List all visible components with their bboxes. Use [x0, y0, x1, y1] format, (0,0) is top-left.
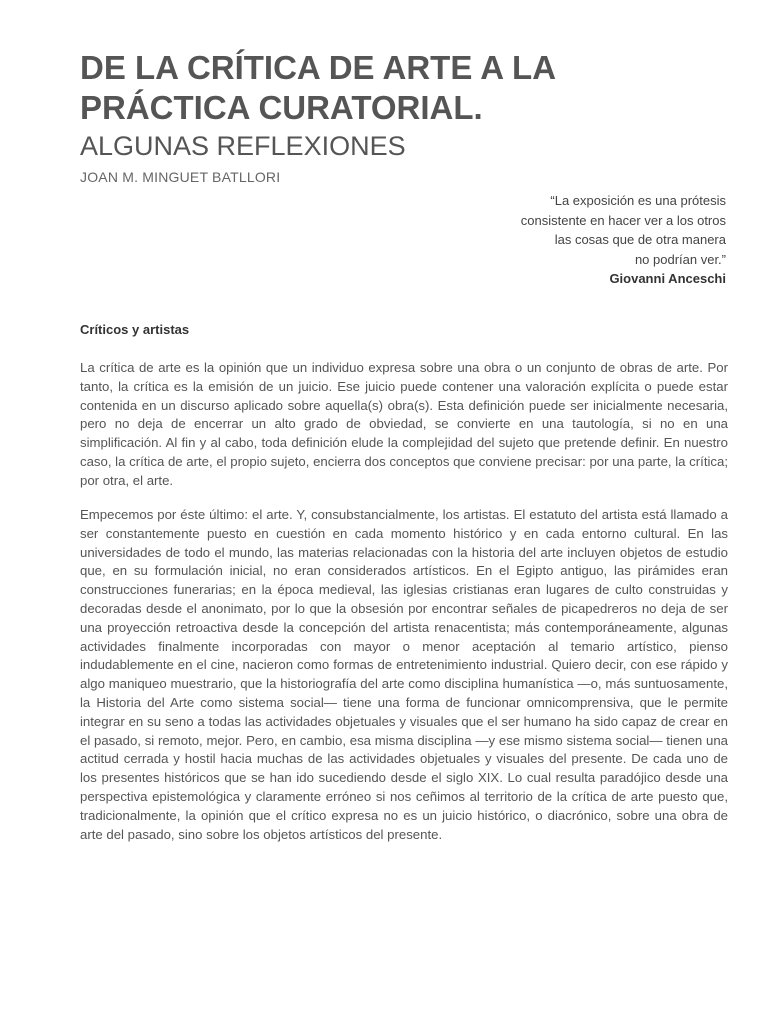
epigraph-line: no podrían ver.”	[634, 251, 726, 267]
epigraph-line: las cosas que de otra manera	[554, 232, 726, 247]
epigraph-attribution: Giovanni Anceschi	[609, 271, 726, 286]
epigraph-line: consistente en hacer ver a los otros	[520, 212, 726, 228]
epigraph-quote	[521, 191, 726, 289]
body-paragraph: Empecemos por éste último: el arte. Y, consubstancialmente, los artistas. El estatuto del artista está llamado a ser constantemente puesto en cuestión en cada momento histórico y en cada entorno cultural. En las universidades de todo el mundo, las materias relacionadas con la historia del arte incluyen objetos de estudio que, en su formulación inicial, no eran considerados artísticos. En el Egipto antiguo, las pirámides eran construcciones funerarias; en la época medieval, las iglesias cristianas eran lugares de culto construidas y decoradas desde el anonimato, por lo que la obsesión por encontrar señales de picapedreros no deja de ser una proyección retroactiva desde la concepción del artista renacentista; más contemporáneamente, algunas actividades finalmente incorporadas con mayor o menor aceptación al temario artístico, pienso indudablemente en el cine, nacieron como formas de entretenimiento industrial. Quiero decir, con ese rápido y algo maniqueo muestrario, que la historiografía del arte como disciplina humanística —o, más suntuosamente, la Historia del Arte como sistema social— tiene una forma de funcionar omnicomprensiva, que le permite integrar en su seno a todas las actividades objetuales y visuales que el ser humano ha sido capaz de crear en el pasado, si remoto, mejor. Pero, en cambio, esa misma disciplina —y ese mismo sistema social— tienen una actitud cerrada y hostil hacia muchas de las actividades objetuales y visuales del presente. De cada uno de los presentes históricos que se han ido sucediendo desde el siglo XIX. Lo cual resulta paradójico desde una perspectiva epistemológica y claramente erróneo si nos ceñimos al territorio de la crítica de arte puesto que, tradicionalmente, la opinión que el crítico expresa no es un juicio histórico, o diacrónico, sobre una obra de arte del pasado, sino sobre los objetos artísticos del presente.	[80, 507, 728, 842]
section-heading: Críticos y artistas	[80, 322, 190, 337]
body-paragraph: La crítica de arte es la opinión que un individuo expresa sobre una obra o un conjunto de obras de arte. Por tanto, la crítica es la emisión de un juicio. Ese juicio puede contener una valoración explícita o puede estar contenida en un discurso aplicado sobre aquella(s) obra(s). Esta definición puede ser inicialmente necesaria, pero no deja de encerrar un alto grado de obviedad, se convierte en una tautología, si no en una simplificación. Al fin y al cabo, toda definición elude la complejidad del sujeto que pretende definir. En nuestro caso, la crítica de arte, el propio sujeto, encierra dos conceptos que conviene precisar: por una parte, la crítica; por otra, el arte.	[80, 360, 729, 488]
document-title: DE LA CRÍTICA DE ARTE A LA PRÁCTICA CURATORIAL.	[80, 49, 555, 126]
document-subtitle: ALGUNAS REFLEXIONES	[80, 131, 406, 161]
document-page	[80, 48, 729, 842]
author-name: JOAN M. MINGUET BATLLORI	[80, 169, 281, 185]
epigraph-line: “La exposición es una prótesis	[550, 193, 726, 208]
